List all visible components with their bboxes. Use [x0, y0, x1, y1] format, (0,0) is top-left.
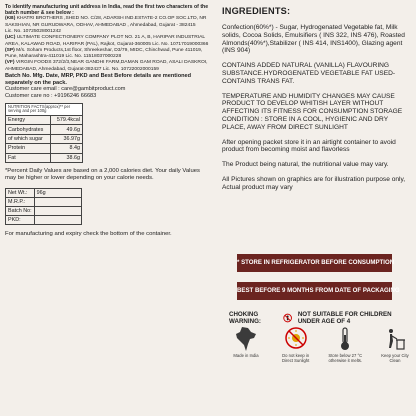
not-suitable-label: NOT SUITABLE FOR CHILDREN UNDER AGE OF 4 — [297, 311, 392, 325]
daily-values-note: *Percent Daily Values are based on a 2,000 calories diet. Your daily Values may be higher or lower depending on your calorie needs. — [5, 167, 200, 181]
illustration-text: All Pictures shown on graphics are for illustration purpose only, Actual product may vary — [222, 175, 406, 191]
ingredients-title: INGREDIENTS: — [222, 6, 291, 16]
table-row: Protein 8.4g — [6, 144, 83, 153]
ingredients-text: Confection(60%*) - Sugar, Hydrogenated Vegetable fat, Milk solids, Cocoa Solids, Emulsifiers ( INS 322, INS 476), Roasted Almonds(40%*),Stabilizer ( INS 414, INS1400), Glazing agent (INS 904) — [222, 24, 405, 55]
table-row: Net Wt.: 96g — [6, 188, 82, 197]
storage-text: TEMPERATURE AND HUMIDITY CHANGES MAY CAUSE PRODUCT TO DEVELOP WHITISH LAYER WITHOUT AFFECTING ITS FITNESS FOR CONSUMPTION STORAGE CONDITION : STORE IN A COOL, HYGIENIC AND DRY PLACE, AWAY FROM DIRECT SUNLIGHT — [222, 92, 403, 131]
store-below-temp: Store below 27 °C otherwise it melts. — [327, 326, 363, 364]
manufacturer-intro: To identify manufacturing unit address in India, read the first two characters of the batch number & see below : — [5, 4, 209, 17]
nutrition-header: NUTRITION FACTS(approx)** per serving and per 100g — [6, 103, 83, 115]
customer-care-phone: Customer care no : +9196246 66683 — [5, 93, 97, 100]
manufacturer-kb: (KB) KHATRI BROTHERS ,SHED NO. C/28, ADARSH IND.ESTATE-2 CO.OP SOC.LTD, NR SAKSHIAN, NR GURUDWARA, ODHAV, AHMEDABAD , Ahmedabad, Gujarat - 382415 — [5, 16, 207, 28]
no-sunlight-icon — [284, 326, 308, 352]
nutrition-table — [5, 103, 83, 163]
manufacturer-vf: (VF) VIRGIN FOODS 372/2/3,NEAR GANDHI FARM,DAMAN GAM ROAD, ASALI DASKROI, AHMEDABAD, Ahmedabad, Gujarat-382427 Lic. No. 10722002000159 — [5, 60, 208, 72]
storage-icons — [228, 326, 413, 364]
keep-city-clean: Keep your City Clean — [377, 326, 413, 364]
flavour-text: CONTAINS ADDED NATURAL (VANILLA) FLAVOURING SUBSTANCE.HYDROGENATED VEGETABLE FAT USED-CONTAINS TRANS FAT. — [222, 62, 396, 85]
table-row: M.R.P.: — [6, 197, 82, 206]
india-map-icon — [234, 326, 258, 352]
table-row: PKD: — [6, 215, 82, 224]
manufacturer-kb-license: Lic. No. 10725028001242 — [5, 29, 62, 34]
choking-warning — [229, 311, 412, 325]
made-in-india: Made in India — [228, 326, 264, 364]
manufacturer-list — [5, 16, 210, 73]
table-row: Batch No: — [6, 206, 82, 215]
best-before-banner: BEST BEFORE 9 MONTHS FROM DATE OF PACKAGING — [237, 282, 392, 300]
manufacturer-sp: (SP) M/s. Soham Products,1st floor, Shreekeshar, D3/79, MIDC, Chinchwad, Pune 411019, Pune, Maharashtra-411019 Lic. No. 11518037000228 — [5, 47, 203, 60]
manufacturer-uc: (UC) ULTIMATE CONFECTIONERY COMPANY PLOT NO. 21 A, B, HARIPAR INDUSTRIAL AREA, KALAWAD ROAD, HARIPAR (PAL), Rajkot, Gujarat-360005 Lic. No. 10717019000366 — [5, 35, 209, 47]
right-column — [220, 4, 412, 199]
refrigerator-banner: * STORE IN REFRIGERATOR BEFORE CONSUMPTION — [237, 254, 392, 272]
expiry-note: For manufacturing and expiry check the bottom of the container. — [5, 230, 172, 237]
pack-details-table — [5, 188, 82, 225]
choking-warning-label: CHOKING WARNING: — [229, 311, 261, 325]
left-column — [5, 4, 210, 238]
after-opening-text: After opening packet store it in an airtight container to avoid product from becoming moist and flavorless — [222, 138, 396, 154]
table-row: of which sugar 36.97g — [6, 134, 83, 143]
table-row: Energy 579.4kcal — [6, 116, 83, 125]
table-row: Fat 38.6g — [6, 153, 83, 162]
no-direct-sunlight: Do not keep in Direct Sunlight — [278, 326, 314, 364]
recycle-bin-icon — [383, 326, 407, 352]
thermometer-icon — [333, 326, 357, 352]
natural-product-text: The Product being natural, the nutritional value may vary. — [222, 161, 389, 169]
no-children-icon — [283, 312, 292, 324]
table-row: Carbohydrates 49.6g — [6, 125, 83, 134]
batch-note: Batch No. Mfg. Date, MRP, PKD and Best Before details are mentioned separately on the pack. — [5, 73, 192, 86]
customer-care-email: Customer care email : care@gambitproduct.com — [5, 86, 126, 93]
